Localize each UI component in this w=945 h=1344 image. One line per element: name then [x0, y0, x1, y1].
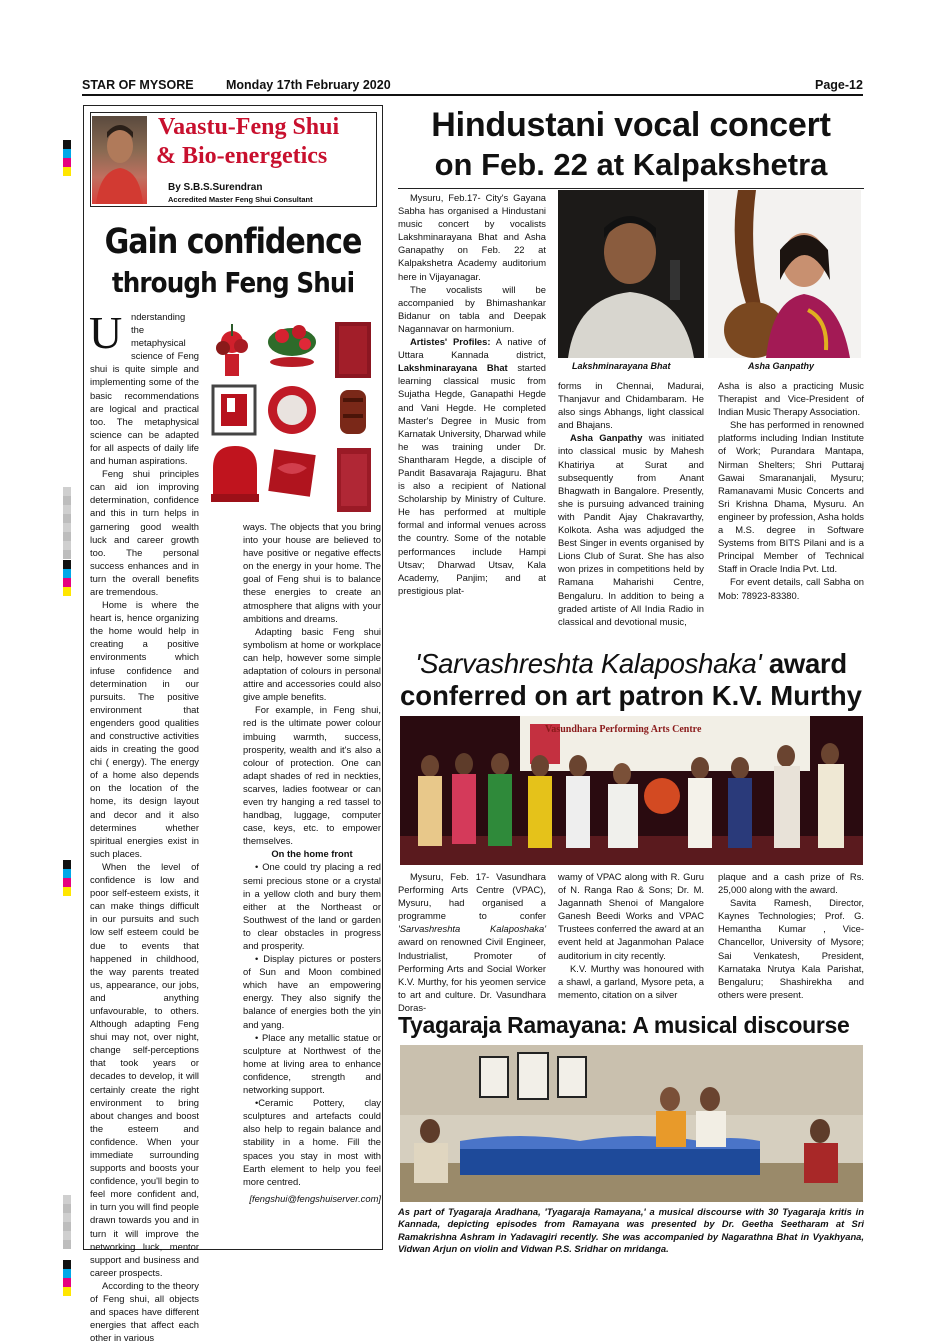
author-email: [fengshui@fengshuiserver.com] [249, 1192, 381, 1204]
feng-shui-column-1 [89, 307, 199, 1344]
hindustani-column-1 [398, 191, 546, 641]
paragraph: Mysuru, Feb.17- City's Gayana Sabha has organised a Hindustani music concert by vocalists Lakshminarayana Bhat and Asha Ganapathy on Feb. 22 at Kalpakshetra Academy auditorium here in Vijayanagar. [398, 192, 546, 282]
headline-line2: conferred on art patron K.V. Murthy [400, 680, 862, 711]
paragraph: K.V. Murthy was honoured with a shawl, a garland, Mysore peta, a memento, citation on a silver [558, 962, 704, 1000]
registration-mark [63, 1195, 71, 1249]
paragraph: Artistes' Profiles: A native of Uttara Kannada district, Lakshminarayana Bhat started learning classical music from Sujatha Hegde, Ganapathi Hegde and Vani Hegde. He completed Master's Degree in Music from Karnatak University, Dharwad while he was training under Dr. Shantharam Hegde, a disciple of Pandit Basavaraja Rajaguru. Bhat is also a recipient of National Scholarship by Ministry of Culture. He has performed at multiple formal and informal venues across the country. Some of the notable performances include Hampi Utsav; Dharwad Utsav, Kala Academy, Panjim; and at prestigious plat- [398, 336, 546, 596]
red-decor-collage [207, 318, 377, 518]
column-title-line2: & Bio-energetics [156, 143, 328, 169]
registration-mark [63, 860, 71, 896]
award-column-2 [558, 870, 704, 1010]
byline: By S.B.S.Surendran [168, 182, 263, 193]
paragraph: When the level of confidence is low and poor self-esteem exists, it can make things difficult in our pursuits and such low self esteem could be due to events that happened in childhood, the way parents treated us, appearance, our jobs, and anything unfavourable, to others. Although adapting Feng shui may not, over night, change self-perceptions that took years or decades to develop, it will certainly create the right environment to bring about changes and boost the esteem and confidence. When your immediate surrounding supports and boosts your confidence, you'll begin to feel more confident and, in turn you will find people drawn towards you and in turn it will improve the networking luck, mentor support and business and career prospects. [90, 860, 199, 1278]
photo-caption: As part of Tyagaraja Aradhana, 'Tyagaraja Ramayana,' a musical discourse with 30 Tyagaraja kritis in Kannada, depicting episodes from Ramayana was presented by Dr. Geetha Seetharam at Sri Ramakrishna Ashram in Yadavagiri recently. She was accompanied by Nagarathna Bhat in Vyakhyana, Vidwan Arjun on violin and Vidwan P.S. Sridhar on mridanga. [398, 1206, 864, 1254]
column-title-line1: Vaastu-Feng Shui [158, 114, 340, 140]
bullet-item: • Place any metallic statue or sculpture at Northwest of the home at living area to enhance confidence, strength and networking support. [243, 1031, 381, 1096]
headline: Hindustani vocal concert [431, 106, 831, 144]
subhead-lead: Artistes' Profiles: [410, 336, 491, 348]
paragraph: ways. The objects that you bring into your house are believed to have positive or negative effects on the energy in your home. The goal of Feng shui is to balance these energies to create an atmosphere that aligns with your ambitions and dreams. [243, 521, 381, 624]
bullet-item: •Ceramic Pottery, clay sculptures and artefacts could also help to regain balance and stability in a home. Fill the spaces you stay in most with Earth element to help you feel more centred. [243, 1097, 381, 1187]
paragraph: plaque and a cash prize of Rs. 25,000 along with the award. [718, 871, 864, 896]
artist-name: Asha Ganpathy [570, 432, 643, 444]
newspaper-name: STAR OF MYSORE [82, 78, 194, 92]
paragraph: Savita Ramesh, Director, Kaynes Technologies; Prof. G. Hemantha Kumar , Vice-Chancellor, University of Mysore; Sai Venkatesh, President, Karnataka Nrutya Kala Parishat, Bengaluru; Shashirekha and others were present. [718, 897, 864, 1000]
photo-caption: Asha Ganpathy [748, 361, 815, 371]
registration-mark [63, 1260, 71, 1296]
musical-discourse-photo [400, 1045, 863, 1202]
paragraph: The vocalists will be accompanied by Bhimashankar Bidanur on tabla and Deepak Nagannavar on harmonium. [398, 283, 546, 334]
award-column-1 [398, 870, 546, 1013]
paragraph: Mysuru, Feb. 17- Vasundhara Performing Arts Centre (VPAC), Mysuru, had organised a programme to confer 'Sarvashreshta Kalaposhaka' award on renowned Civil Engineer, Industrialist, Promoter of Performing Arts and Social Worker K.V. Murthy, for his yeomen service to art and culture. Dr. Vasundhara Doras- [398, 871, 546, 1013]
hindustani-column-3 [718, 379, 864, 641]
subheading: On the home front [271, 848, 353, 860]
paragraph: Asha Ganpathy was initiated into classical music by Mahesh Khatiriya at Surat and subsequently from Anant Bhagwath in Bangalore. Presently, she is pursuing advanced training with Pandit Ajay Chakravarthy, Kolkota. Asha was adjudged the Best Singer in events organised by Lions Club of Surat. She has also won prizes in competitions held by Ramana Maharishi Centre, Bengaluru. In addition to being a graded artiste of All India Radio in classical and devotional music, [558, 432, 705, 627]
artist-name: Lakshminarayana Bhat [398, 362, 508, 374]
photo-asha-ganpathy [708, 190, 861, 358]
registration-mark [63, 487, 71, 559]
photo-caption: Lakshminarayana Bhat [572, 361, 671, 371]
paragraph: nderstanding the metaphysical science of Feng shui is quite simple and implementing some of the basic recommendations are logical and practical too. The metaphysical science can be adapted for all aspects of daily life and human aspirations. [90, 311, 199, 467]
divider [398, 188, 864, 189]
paragraph: Adapting basic Feng shui symbolism at home or workplace can help, however some simple adaptation of colours in personal attire and accessories could also give ample benefits. [243, 625, 381, 703]
feng-shui-column-2 [243, 520, 381, 1240]
registration-mark [63, 140, 71, 176]
paragraph: Home is where the heart is, hence organizing the home would help in creating a positive environments which infuse confidence and determination in our pursuits. The positive environment that engenders good qualities and constructive activities aids in creating the good chi ( energy). The energy of a home also depends on the location of the home, its design layout and decor and it also determines whether spiritual energies exist in such places. [90, 599, 199, 859]
photo-lakshminarayana-bhat [558, 190, 704, 358]
headline: 'Sarvashreshta Kalaposhaka' award [415, 648, 847, 679]
hindustani-column-2 [558, 379, 704, 641]
paragraph: She has performed in renowned platforms including Indian Institute of Work; Purandara Mantapa, Nirman Shelters; Shri Puttaraj Gawai Smarananjali, Mysuru; Ramanavami Music Concerts and Sri Krishna Dhama, Mysuru. An engineer by profession, Asha holds a M.S. degree in Software Systems from BITS Pilani and is a Principal Member of Technical Staff in Oracle India Pvt. Ltd. [718, 419, 864, 575]
headline-line2: on Feb. 22 at Kalpakshetra [434, 147, 828, 182]
issue-date: Monday 17th February 2020 [226, 78, 391, 92]
banner-text-in-photo: Vasundhara Performing Arts Centre [545, 724, 702, 735]
page-number: Page-12 [815, 78, 863, 92]
paragraph: forms in Chennai, Madurai, Thanjavur and Chidambaram. He also sings Abhangs, light classical and Bhajans. [558, 380, 704, 431]
bullet-item: • One could try placing a red semi precious stone or a crystal in a yellow cloth and bury them either at the Northeast or Southwest of the land or garden to clear obstacles in progress and prosperity. [243, 861, 381, 951]
paragraph: According to the theory of Feng shui, all objects and spaces have different energies that affect each other in various [90, 1279, 199, 1344]
paragraph: Feng shui principles can aid ion improving determination, confidence and this in turn helps in garnering good wealth luck and career growth too. The personal success enhances and in turn the overall benefits are tremendous. [90, 468, 199, 597]
headline: Tyagaraja Ramayana: A musical discourse [398, 1012, 850, 1038]
award-ceremony-photo [400, 716, 863, 865]
masthead-rule [82, 94, 863, 96]
paragraph: For event details, call Sabha on Mob: 78923-83380. [718, 576, 864, 601]
headline-line2: through Feng Shui [111, 266, 355, 299]
columnist-photo [92, 116, 147, 204]
registration-mark [63, 560, 71, 596]
author-credential: Accredited Master Feng Shui Consultant [168, 195, 313, 204]
paragraph: wamy of VPAC along with R. Guru of N. Ranga Rao & Sons; Dr. M. Jagannath Shenoi of Mangalore Ganesh Beedi Works and VPAC Trustees conferred the award at an event held at Jaganmohan Palace auditorium in city recently. [558, 871, 704, 961]
headline: Gain confidence [104, 222, 362, 262]
drop-cap: U [89, 307, 123, 358]
bullet-item: • Display pictures or posters of Sun and Moon combined which have an empowering energy. They also signify the balance of energies both the yin and yang. [243, 953, 381, 1030]
paragraph: For example, in Feng shui, red is the ultimate power colour imbuing warmth, success, prosperity, wealth and it's also a colour of protection. One can adapt shades of red in neckties, scarves, ladies footwear or can even try hanging a red tassel to handbag, luggage, computer case, keys, etc. to empower themselves. [243, 704, 381, 847]
paragraph: Asha is also a practicing Music Therapist and Vice-President of Indian Music Therapy Association. [718, 380, 864, 418]
award-column-3 [718, 870, 864, 1010]
